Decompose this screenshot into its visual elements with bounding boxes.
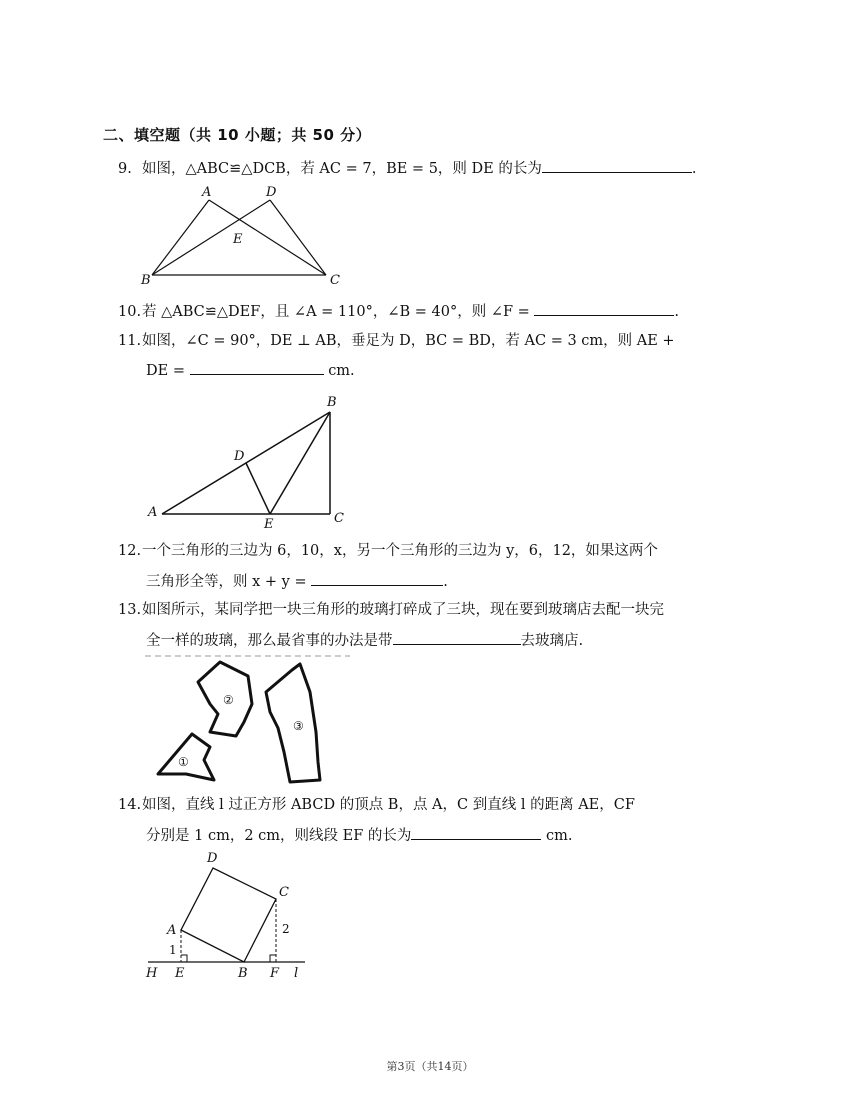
label-e: E [264,517,274,530]
question-number: 9. [118,161,132,177]
label-a: A [148,505,158,520]
label-a: A [202,185,212,200]
piece-1-label: ① [178,755,189,769]
label-d: D [207,851,218,866]
figure-q11 [142,390,357,530]
label-a: A [167,923,177,938]
segment-ab [152,200,209,275]
question-11-line-1 [118,331,675,351]
question-text: 若 △ABC≌△DEF，且 ∠A = 110°，∠B = 40°，则 ∠F = [142,304,530,320]
answer-blank[interactable] [190,360,324,375]
square-abcd [181,868,276,962]
section-title: 二、填空题（共 10 小题；共 50 分） [103,126,372,144]
question-text: 如图，∠C = 90°，DE ⊥ AB，垂足为 D，BC = BD，若 AC = 3 cm，则 AE + [142,333,675,349]
label-l: l [294,966,299,981]
figure-q14 [140,848,320,983]
answer-blank[interactable] [534,301,674,316]
question-text: 一个三角形的三边为 6，10，x，另一个三角形的三边为 y，6，12，如果这两个 [142,543,658,559]
question-12-line-2 [146,571,448,592]
question-end: cm. [328,363,355,379]
question-10 [118,301,679,322]
segment-bd [152,200,270,275]
label-one: 1 [169,943,177,957]
piece-2-label: ② [223,693,234,707]
label-d: D [234,449,245,464]
question-14-line-1 [118,795,635,815]
question-14-line-2 [146,825,572,846]
question-end: . [674,304,680,320]
question-number: 14. [118,797,142,813]
label-b: B [327,395,337,410]
question-text: 全一样的玻璃，那么最省事的办法是带 [146,633,393,649]
answer-blank[interactable] [311,571,443,586]
question-number: 11. [118,333,142,349]
question-number: 12. [118,543,142,559]
question-end: . [443,574,448,590]
label-f: F [270,966,280,981]
figure-q13 [140,652,360,787]
question-13-line-2 [146,630,583,651]
segment-dc [270,200,326,275]
answer-blank[interactable] [411,825,541,840]
figure-q9 [138,182,358,287]
label-h: H [146,966,158,981]
piece-3-label: ③ [293,719,304,733]
question-text: 如图所示，某同学把一块三角形的玻璃打碎成了三块，现在要到玻璃店去配一块完 [142,602,664,618]
question-11-line-2 [146,360,355,381]
question-end: . [691,161,697,177]
question-text: 三角形全等，则 x + y = [146,574,307,590]
segment-de [246,463,270,514]
segment-ac [209,200,326,275]
right-angle-f [270,955,276,962]
question-number: 10. [118,304,142,320]
right-angle-e [181,955,187,962]
label-c: C [334,511,344,526]
question-text: 如图，△ABC≌△DCB，若 AC = 7，BE = 5，则 DE 的长为 [142,161,542,177]
question-end: 去玻璃店. [520,633,584,649]
question-12-line-1 [118,541,658,561]
label-c: C [279,885,289,900]
page-footer: 第3页（共14页） [386,1060,474,1073]
question-13-line-1 [118,600,664,620]
label-two: 2 [282,922,290,936]
question-end: cm. [546,828,573,844]
label-c: C [330,273,340,287]
label-e: E [233,232,243,247]
answer-blank[interactable] [393,630,521,645]
label-d: D [266,185,277,200]
question-text: DE = [146,363,185,379]
label-b: B [141,273,151,287]
segment-be [270,412,330,514]
answer-blank[interactable] [542,158,692,173]
question-9 [118,158,696,179]
label-b: B [238,966,248,981]
question-text: 如图，直线 l 过正方形 ABCD 的顶点 B，点 A，C 到直线 l 的距离 AE，CF [142,797,635,813]
question-number: 13. [118,602,142,618]
label-e: E [175,966,185,981]
question-text: 分别是 1 cm，2 cm，则线段 EF 的长为 [146,828,412,844]
